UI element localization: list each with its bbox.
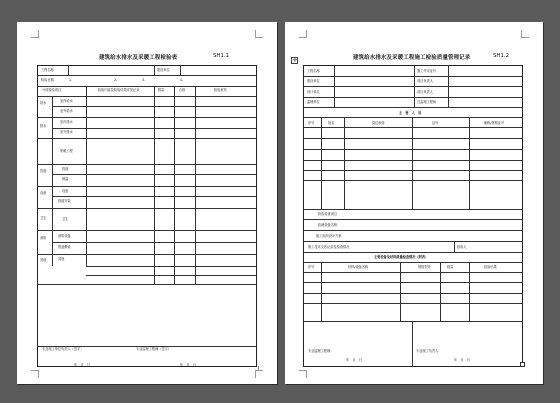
row-item-label: 管道敷设 bbox=[58, 245, 71, 249]
project-name-label: 工程名称 bbox=[41, 68, 54, 72]
column-header: 检验结果 bbox=[484, 265, 497, 269]
column-header: 合格 bbox=[179, 88, 186, 92]
crop-mark bbox=[255, 30, 263, 38]
header-label: 设计单位 bbox=[307, 90, 320, 94]
header-label: 总监理工程师 bbox=[417, 100, 437, 104]
inspection-row-label: 检测设备名称 bbox=[318, 223, 338, 227]
column-header: 职称/资格证号 bbox=[484, 121, 505, 125]
section-title: 主 要 人 员 bbox=[399, 111, 422, 115]
column-header: 检验意见 bbox=[214, 88, 227, 92]
row-group-label: 给水 bbox=[40, 101, 47, 105]
signature-date: 年 月 日 bbox=[180, 363, 196, 367]
column-header: 序号 bbox=[308, 121, 315, 125]
crop-mark bbox=[521, 30, 529, 38]
row-item-label: 设备 bbox=[62, 189, 69, 193]
table-move-handle-icon[interactable]: + bbox=[292, 56, 298, 64]
column-header: 材料/设备名称 bbox=[348, 265, 369, 269]
crop-mark bbox=[299, 30, 307, 38]
date-value: 4. bbox=[180, 78, 184, 82]
header-label: 施工许可证号 bbox=[417, 69, 437, 73]
row-item-label: 室外给水 bbox=[60, 109, 73, 113]
header-label: 项目负责人 bbox=[417, 79, 433, 83]
row-item-label: 管道 bbox=[62, 167, 69, 171]
row-group-label: 卫生 bbox=[40, 216, 47, 220]
row-item-label: 消防设备 bbox=[58, 234, 71, 238]
section-title: 主要设备及材料质量检查情况（附表） bbox=[374, 255, 429, 259]
contractor-signature-label: 专业施工负责人： bbox=[416, 349, 442, 353]
crop-mark bbox=[299, 370, 307, 378]
inspection-table bbox=[37, 65, 257, 367]
column-header: 检验内容及检验结果详见记录 bbox=[98, 88, 140, 92]
crop-mark bbox=[255, 370, 263, 378]
table-resize-handle[interactable] bbox=[520, 362, 525, 367]
row-item-label: 其他 bbox=[58, 257, 65, 261]
row-group-label: 排水 bbox=[40, 124, 47, 128]
quality-record-table bbox=[303, 65, 523, 367]
column-header: 数量 bbox=[158, 88, 165, 92]
row-item-label: 室外排水 bbox=[60, 130, 73, 134]
right-document-page bbox=[285, 22, 543, 384]
inspection-row-label: 施工技术交底记录及检查情况 bbox=[308, 245, 350, 249]
row-item-label: 室内排水 bbox=[60, 120, 73, 124]
text-cursor-icon bbox=[258, 366, 259, 371]
date-value: 3. bbox=[142, 78, 146, 82]
signature-date: 年 月 日 bbox=[346, 358, 362, 362]
signature-date: 年 月 日 bbox=[74, 363, 90, 367]
document-title: 建筑给水排水及采暖工程检验表 bbox=[99, 55, 178, 61]
row-item-label: 卫生 bbox=[62, 217, 69, 221]
header-label: 建设单位 bbox=[307, 79, 320, 83]
column-header: 岗位职务 bbox=[372, 121, 385, 125]
document-code: SH1.2 bbox=[493, 53, 510, 59]
header-label: 工程名称 bbox=[307, 69, 320, 73]
document-code: SH1.1 bbox=[213, 53, 230, 59]
row-group-label: 管道 bbox=[40, 169, 47, 173]
contractor-signature-label: 专业施工单位负责人（签字） bbox=[42, 347, 84, 351]
left-document-page bbox=[17, 22, 277, 384]
date-value: 1. bbox=[69, 78, 73, 82]
signature-date: 年 月 日 bbox=[454, 358, 470, 362]
column-header: 姓名 bbox=[328, 121, 335, 125]
column-header: 序号 bbox=[308, 265, 315, 269]
inspector-label: 检验人 bbox=[457, 245, 467, 249]
client-unit-label: 建设单位 bbox=[157, 68, 170, 72]
crop-mark bbox=[31, 370, 39, 378]
column-header: 数量 bbox=[447, 265, 454, 269]
supervisor-signature-label: 专业监理工程师： bbox=[308, 349, 334, 353]
column-header: 规格型号 bbox=[418, 265, 431, 269]
crop-mark bbox=[31, 30, 39, 38]
row-item-label: 保温 bbox=[62, 177, 69, 181]
inspection-date-label: 检验日期 bbox=[41, 78, 54, 82]
row-group-label: 其他 bbox=[40, 258, 47, 262]
supervisor-signature-label: 专业监理工程师（签字） bbox=[136, 347, 172, 351]
column-header: 证号 bbox=[432, 121, 439, 125]
column-header: 分项检验项目 bbox=[42, 88, 62, 92]
row-group-label: 消防 bbox=[40, 236, 47, 240]
header-label: 监理单位 bbox=[307, 100, 320, 104]
row-item-label: 管道安装 bbox=[58, 199, 71, 203]
inspection-row-label: 施工组织设计方案 bbox=[316, 234, 342, 238]
header-label: 项目负责人 bbox=[417, 90, 433, 94]
row-group-label: 设备 bbox=[40, 191, 47, 195]
inspection-row-label: 检验检查项目 bbox=[318, 212, 338, 216]
row-item-label: 室内给水 bbox=[60, 99, 73, 103]
date-value: 2. bbox=[114, 78, 118, 82]
row-item-label: 采暖工程 bbox=[60, 149, 73, 153]
document-title: 建筑给水排水及采暖工程施工检验质量管理记录 bbox=[353, 55, 471, 61]
